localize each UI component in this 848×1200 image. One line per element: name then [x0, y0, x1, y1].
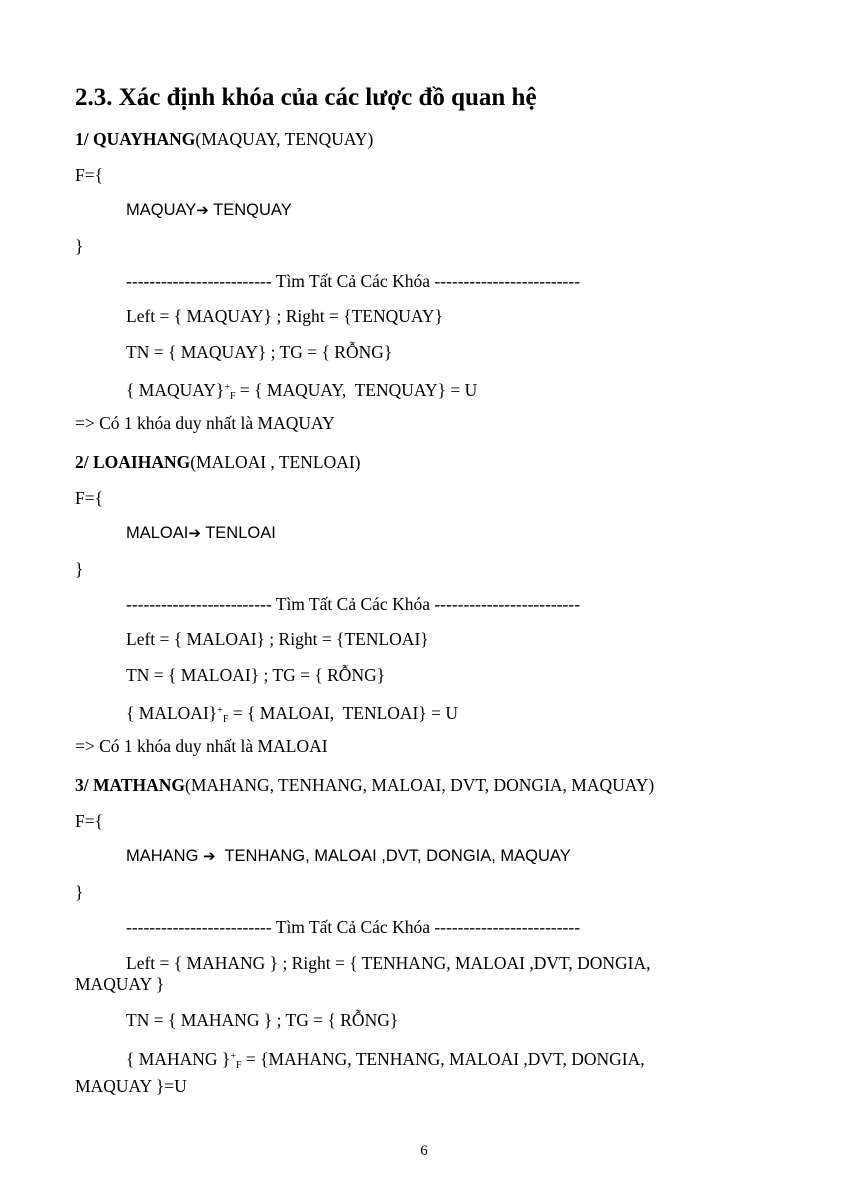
relation-title-loaihang	[75, 452, 361, 473]
find-keys-divider: ------------------------- Tìm Tất Cả Các Khóa -------------------------	[126, 917, 581, 937]
find-keys-divider: ------------------------- Tìm Tất Cả Các Khóa -------------------------	[126, 271, 581, 291]
closure-right: = {MAHANG, TENHANG, MALOAI ,DVT, DONGIA, MAQUAY }=U	[75, 1049, 645, 1096]
relation-title-mathang	[75, 775, 654, 796]
functional-dependency	[126, 846, 571, 867]
tn-tg-sets: TN = { MAHANG } ; TG = { RỖNG}	[126, 1010, 399, 1030]
fd-set-close: }	[75, 236, 84, 256]
fd-set-close: }	[75, 559, 84, 579]
closure-plus: +	[230, 1051, 236, 1062]
relation-attributes: (MAHANG, TENHANG, MALOAI, DVT, DONGIA, MAQUAY)	[185, 775, 655, 795]
fd-left: MALOAI	[126, 524, 189, 542]
closure-right: = { MALOAI, TENLOAI} = U	[228, 703, 459, 723]
find-keys-divider: ------------------------- Tìm Tất Cả Các Khóa -------------------------	[126, 594, 581, 614]
arrow-icon: ➔	[188, 524, 201, 542]
fd-set-open: F={	[75, 488, 104, 508]
left-right-sets: Left = { MALOAI} ; Right = {TENLOAI}	[126, 629, 429, 649]
conclusion: => Có 1 khóa duy nhất là MAQUAY	[75, 413, 335, 433]
fd-set-open: F={	[75, 811, 104, 831]
arrow-icon: ➔	[196, 201, 209, 219]
fd-left: MAHANG	[126, 847, 204, 865]
section-heading: 2.3. Xác định khóa của các lược đồ quan hệ	[75, 84, 537, 111]
relation-attributes: (MAQUAY, TENQUAY)	[195, 129, 374, 149]
closure-plus: +	[224, 382, 230, 393]
tn-tg-sets: TN = { MAQUAY} ; TG = { RỖNG}	[126, 342, 393, 362]
closure-left: { MAHANG }	[126, 1049, 231, 1069]
relation-attributes: (MALOAI , TENLOAI)	[190, 452, 361, 472]
fd-set-open: F={	[75, 165, 104, 185]
fd-right: TENLOAI	[200, 524, 276, 542]
closure-left: { MALOAI}	[126, 703, 218, 723]
closure-plus: +	[217, 705, 223, 716]
conclusion: => Có 1 khóa duy nhất là MALOAI	[75, 736, 328, 756]
functional-dependency	[126, 200, 292, 221]
functional-dependency	[126, 523, 276, 544]
relation-title-quayhang	[75, 129, 373, 150]
fd-set-close: }	[75, 882, 84, 902]
closure-sub-f: F	[229, 391, 236, 402]
closure-line	[126, 700, 458, 730]
page-number: 6	[420, 1143, 428, 1159]
arrow-icon: ➔	[203, 847, 216, 865]
closure-line	[75, 1046, 695, 1097]
closure-right: = { MAQUAY, TENQUAY} = U	[235, 380, 478, 400]
fd-right: TENQUAY	[208, 201, 292, 219]
closure-sub-f: F	[222, 714, 229, 725]
relation-name: 3/ MATHANG	[75, 775, 186, 795]
relation-name: 2/ LOAIHANG	[75, 452, 191, 472]
fd-right: TENHANG, MALOAI ,DVT, DONGIA, MAQUAY	[215, 847, 571, 865]
closure-line	[126, 377, 477, 407]
tn-tg-sets: TN = { MALOAI} ; TG = { RỖNG}	[126, 665, 386, 685]
left-right-sets: Left = { MAQUAY} ; Right = {TENQUAY}	[126, 306, 443, 326]
closure-sub-f: F	[235, 1060, 242, 1071]
fd-left: MAQUAY	[126, 201, 197, 219]
closure-left: { MAQUAY}	[126, 380, 225, 400]
relation-name: 1/ QUAYHANG	[75, 129, 196, 149]
left-right-sets: Left = { MAHANG } ; Right = { TENHANG, MALOAI ,DVT, DONGIA, MAQUAY }	[75, 953, 651, 994]
